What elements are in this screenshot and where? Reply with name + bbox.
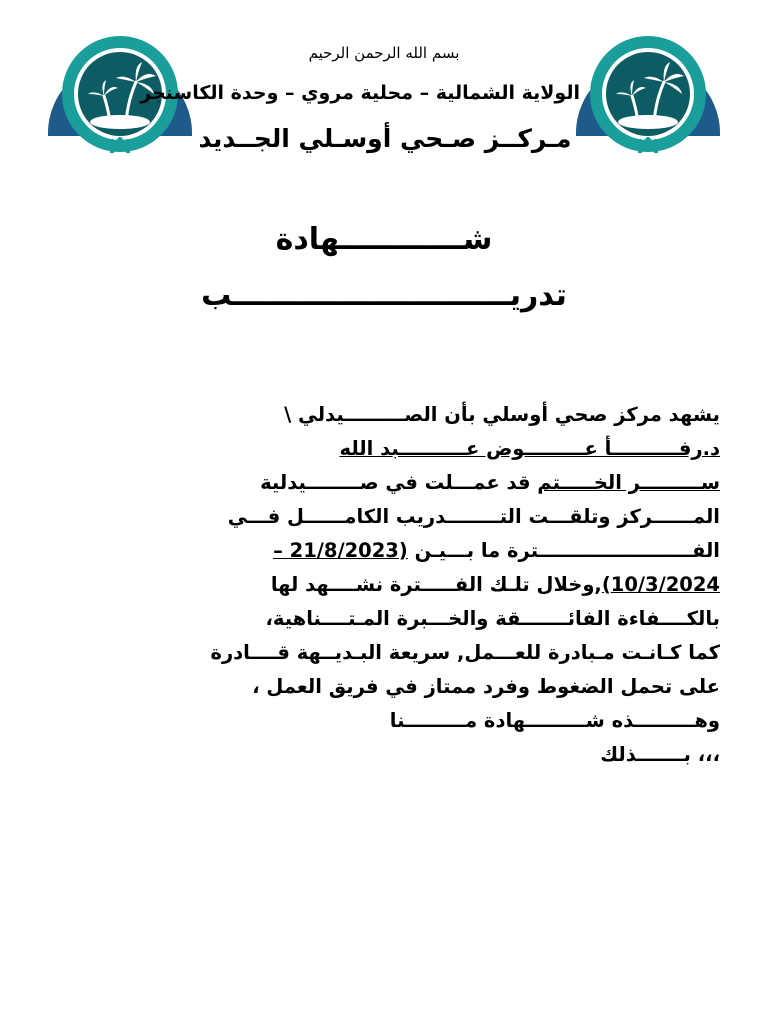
body-text: قد عمـــلت في صــــــــيدلية [260,471,538,494]
body-line: ،،، بـــــــذلك [600,743,720,766]
certificate-body [44,398,720,772]
header-state-locality: الولاية الشمالية – محلية مروي – وحدة الكاسنجر [140,82,580,104]
certificate-title: شــــــــــــهادة [275,222,493,257]
header-center-name: مـركــز صـحي أوسـلي الجــديد [198,124,572,153]
basmala: بسم الله الرحمن الرحيم [308,44,460,62]
body-text: ,وخلال تلـك الفـــــترة نشــــهد لها [270,573,602,596]
body-line: المــــــركز وتلقـــت التــــــــدريب الكامــــــل فـــي [227,505,720,528]
period-end-date: 10/3/2024) [601,573,720,596]
certificate-subtitle: تدريـــــــــــــــــــــــــــب [201,278,567,313]
pharmacist-name: د.رفــــــــــأ عـــــــــوض عــــــــــبد الله [339,437,720,460]
pharmacist-surname: ســـــــــر الخـــــتم [537,471,720,494]
body-line [44,534,720,568]
body-line: على تحمل الضغوط وفرد ممتاز في فريق العمل ، [252,675,720,698]
body-line: وهـــــــــذه شـــــــــهادة مـــــــــنا [389,709,720,732]
body-line: كما كـانـت مـبادرة للعـــمل, سريعة البـديــهة قــــادرة [210,641,720,664]
body-line [44,568,720,602]
period-start-date: (21/8/2023 – [273,539,408,562]
body-line: بالكــــفاءة الفائـــــــقة والخـــبرة المـتــــناهية، [265,607,720,630]
body-line: يشهد مركز صحي أوسلي بأن الصـــــــــيدلي \ [284,403,720,426]
body-line [44,466,720,500]
body-text: الفـــــــــــــــــــــــترة ما بـــيـن [407,539,720,562]
